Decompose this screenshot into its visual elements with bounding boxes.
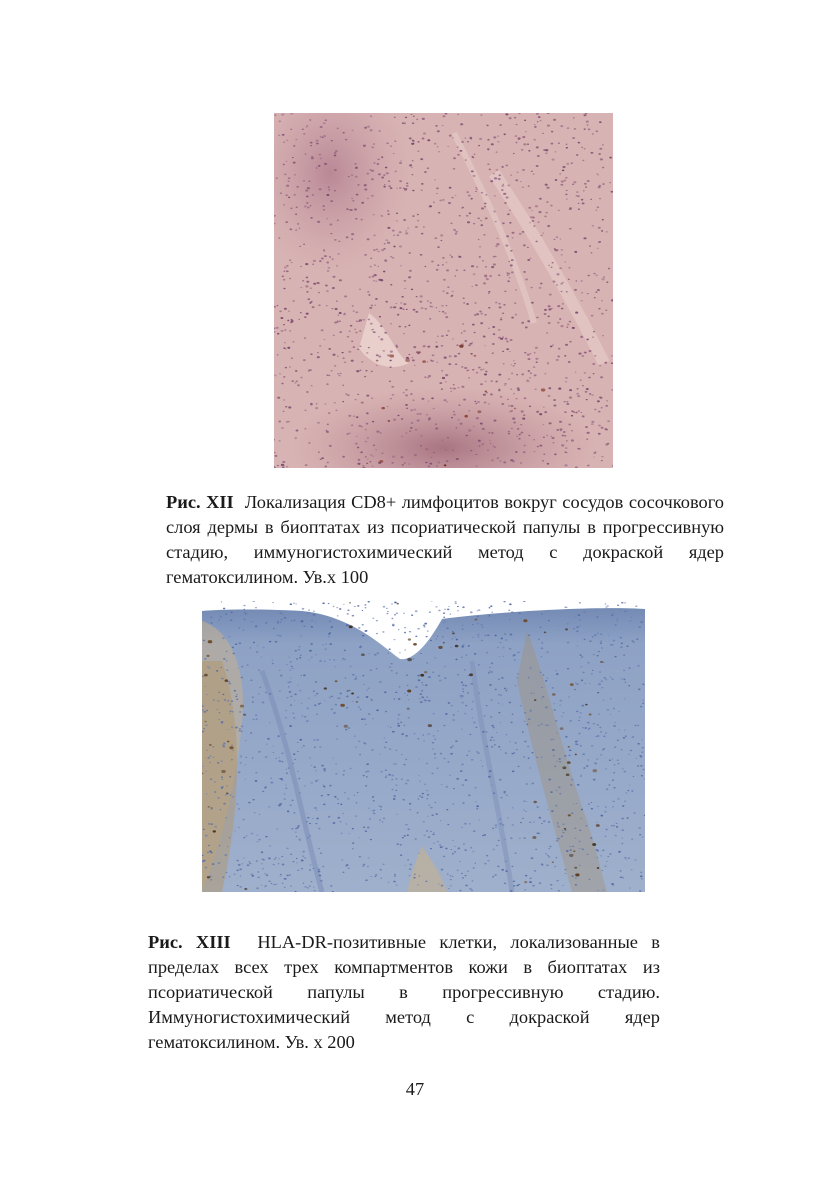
figure-caption-text: Локализация CD8+ лимфоцитов вокруг сосудов сосочкового слоя дермы в биоптатах из псориатической папулы в прогрессивную стадию, иммуногистохимический метод с докраской ядер гематоксилином. Ув.х 100	[166, 492, 724, 587]
micrograph-hla-dr	[202, 601, 645, 892]
figure-caption	[148, 930, 660, 1055]
micrograph-hla-dr-image	[202, 601, 645, 892]
micrograph-cd8	[274, 113, 613, 468]
micrograph-cd8-image	[274, 113, 613, 468]
figure-caption	[166, 490, 724, 590]
page-number: 47	[405, 1079, 425, 1099]
figure-label: Рис. XIII	[148, 932, 231, 952]
figure-label: Рис. XII	[166, 492, 234, 512]
figure-caption-text: HLA-DR-позитивные клетки, локализованные в пределах всех трех компартментов кожи в биоптатах из псориатической папулы в прогрессивную стадию. Иммуногистохимический метод с докраской ядер гематоксилином. Ув. х 200	[148, 932, 660, 1052]
